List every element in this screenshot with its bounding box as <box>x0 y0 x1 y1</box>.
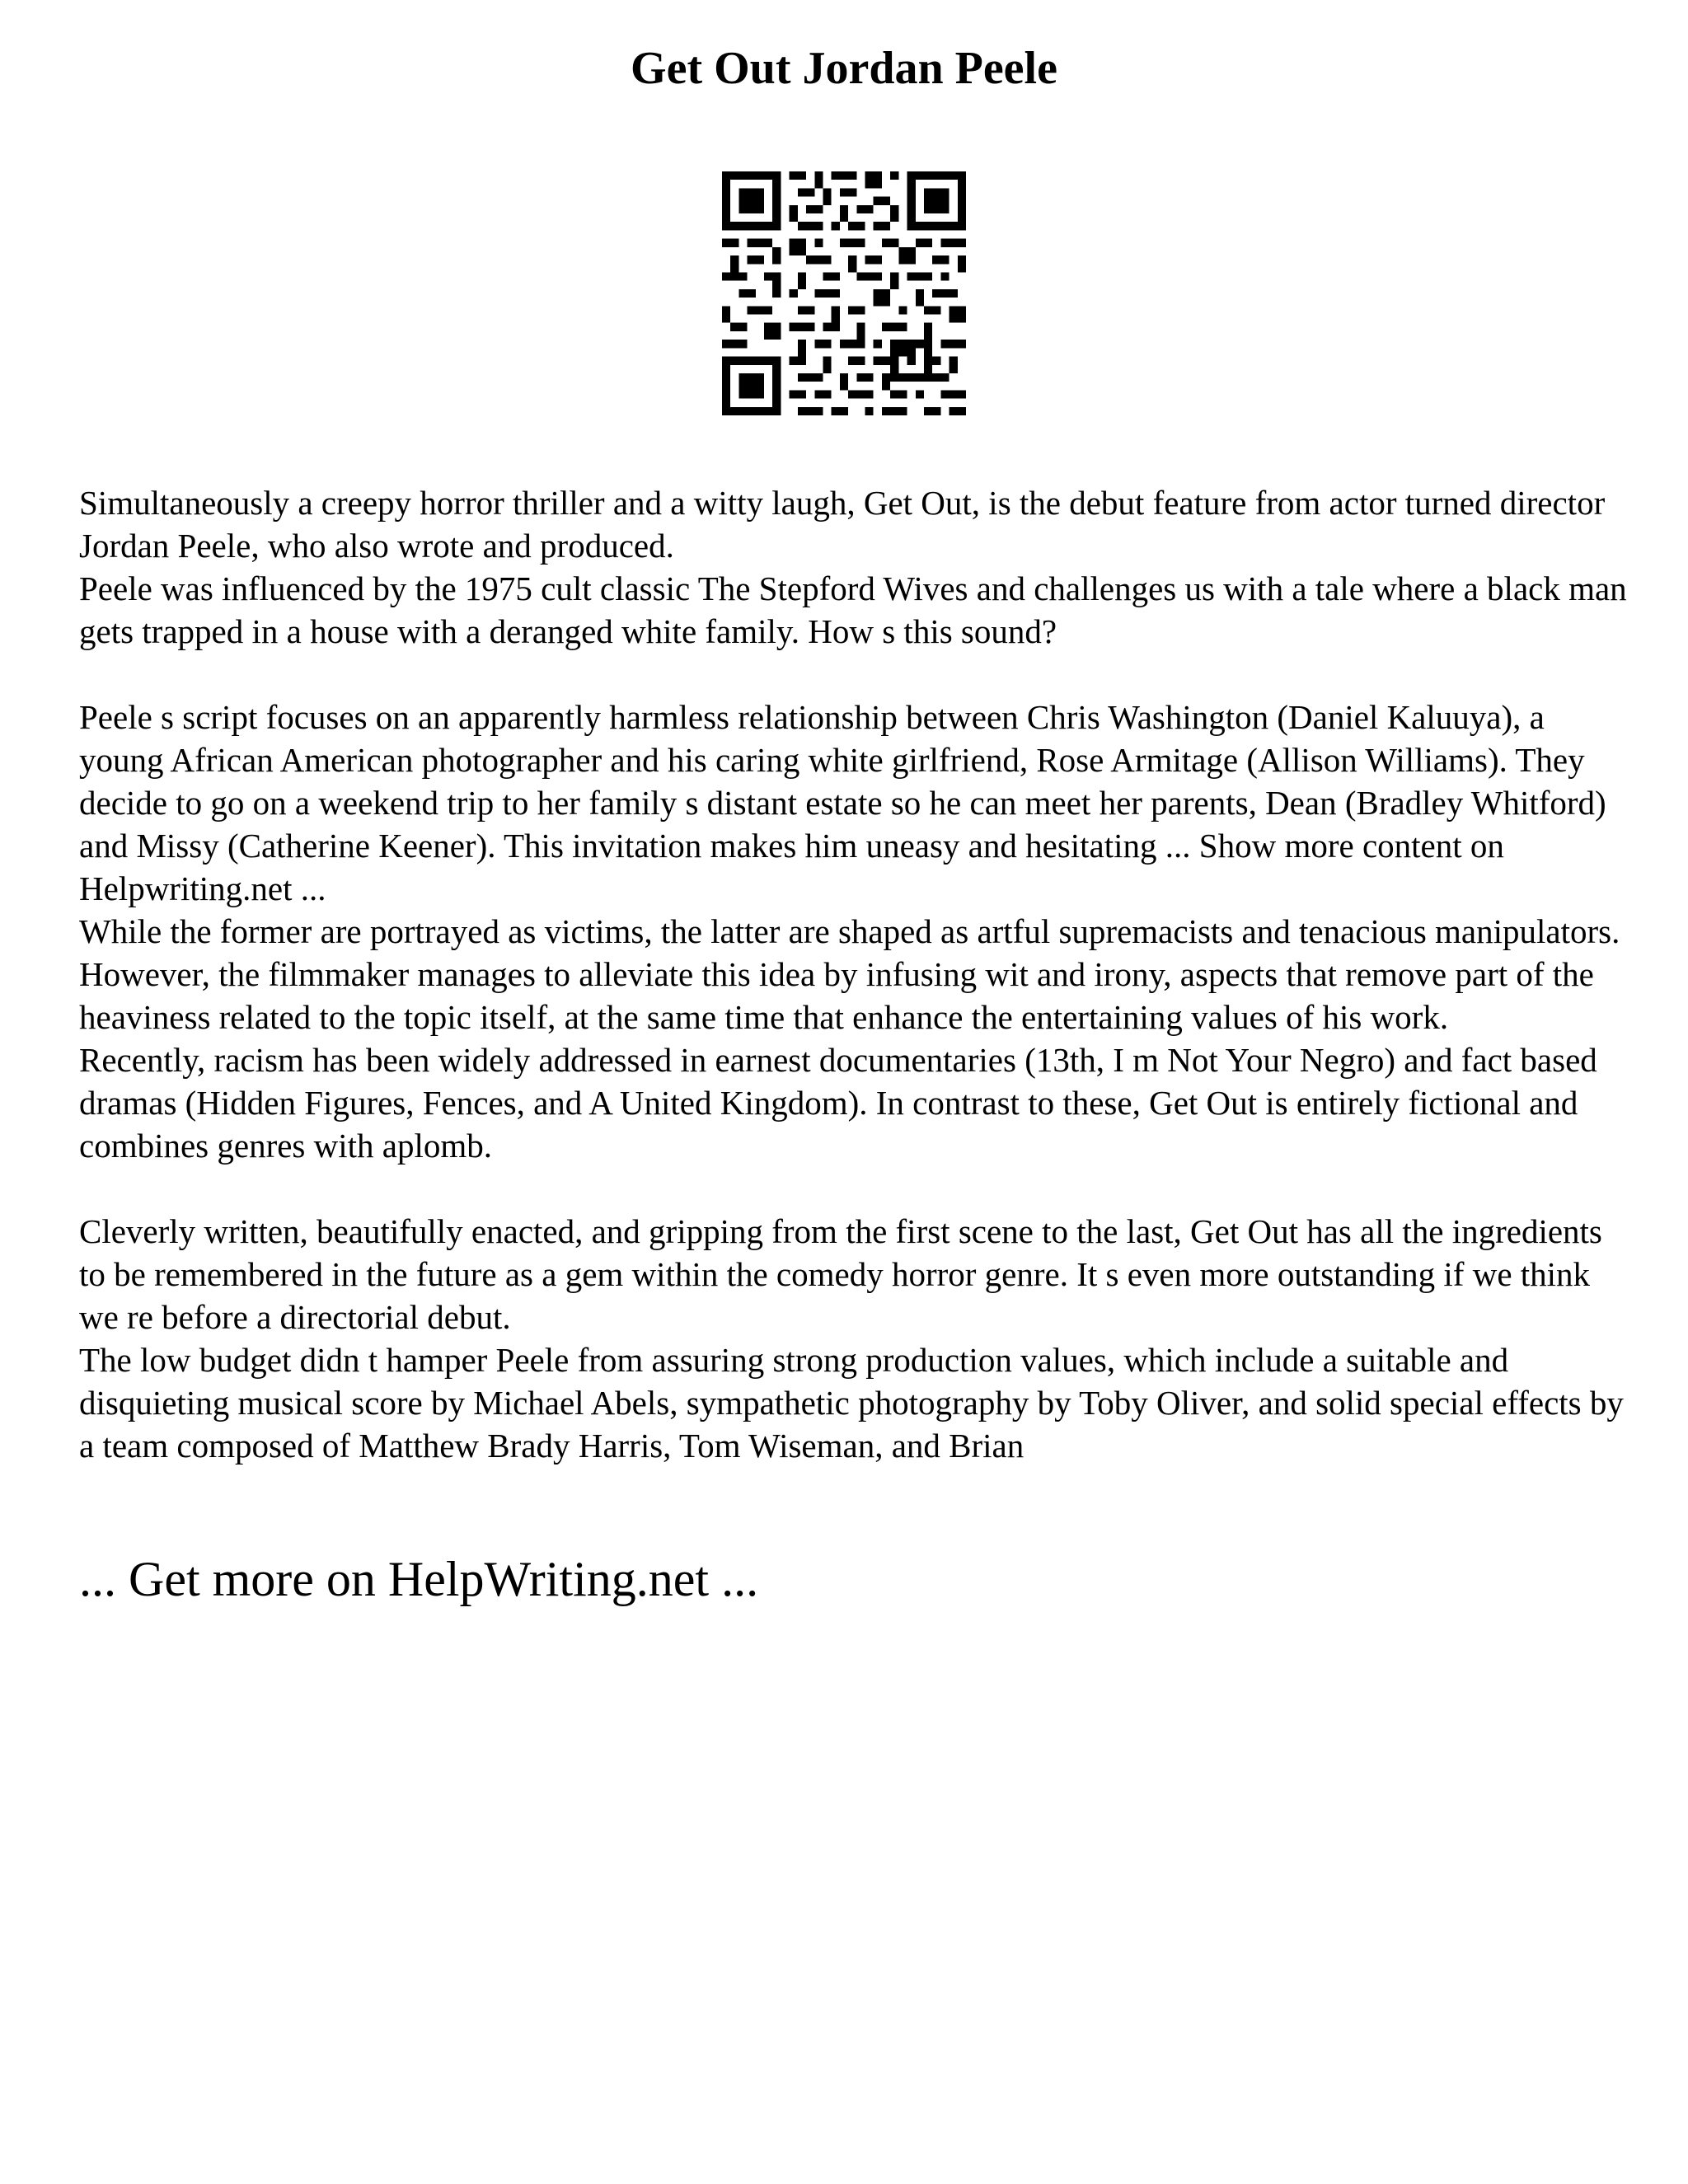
paragraph: Peele was influenced by the 1975 cult classic The Stepford Wives and challenges us with a tale where a black man gets trapped in a house with a deranged white family. How s this sound? <box>79 569 1627 650</box>
paragraph: Peele s script focuses on an apparently harmless relationship between Chris Washington (Daniel Kaluuya), a young African American photographer and his caring white girlfriend, Rose Armitage (Allison Williams). They decide to go on a weekend trip to her family s distant estate so he can meet her parents, Dean (Bradley Whitford) and Missy (Catherine Keener). This invitation makes him uneasy and hesitating ... Show more content on Helpwriting.net ... <box>79 698 1606 907</box>
document-body <box>79 481 1629 1467</box>
paragraph: Recently, racism has been widely addressed in earnest documentaries (13th, I m Not Your Negro) and fact based dramas (Hidden Figures, Fences, and A United Kingdom). In contrast to these, Get Out is entirely fictional and combines genres with aplomb. <box>79 1041 1597 1165</box>
paragraph: Cleverly written, beautifully enacted, and gripping from the first scene to the last, Get Out has all the ingredients to be remembered in the future as a gem within the comedy horror genre. It s even more outstanding if we think we re before a directorial debut. <box>79 1212 1602 1336</box>
paragraph: The low budget didn t hamper Peele from assuring strong production values, which include a suitable and disquieting musical score by Michael Abels, sympathetic photography by Toby Oliver, and solid special effects by a team composed of Matthew Brady Harris, Tom Wiseman, and Brian <box>79 1341 1624 1465</box>
qr-code-icon <box>722 171 966 415</box>
document-title: Get Out Jordan Peele <box>631 43 1057 94</box>
paragraph: Simultaneously a creepy horror thriller and a witty laugh, Get Out, is the debut feature from actor turned director Jordan Peele, who also wrote and produced. <box>79 484 1606 565</box>
get-more-link[interactable]: ... Get more on HelpWriting.net ... <box>79 1552 759 1606</box>
paragraph: While the former are portrayed as victims, the latter are shaped as artful supremacists and tenacious manipulators. However, the filmmaker manages to alleviate this idea by infusing wit and irony, aspects that remove part of the heaviness related to the topic itself, at the same time that enhance the entertaining values of his work. <box>79 912 1620 1036</box>
